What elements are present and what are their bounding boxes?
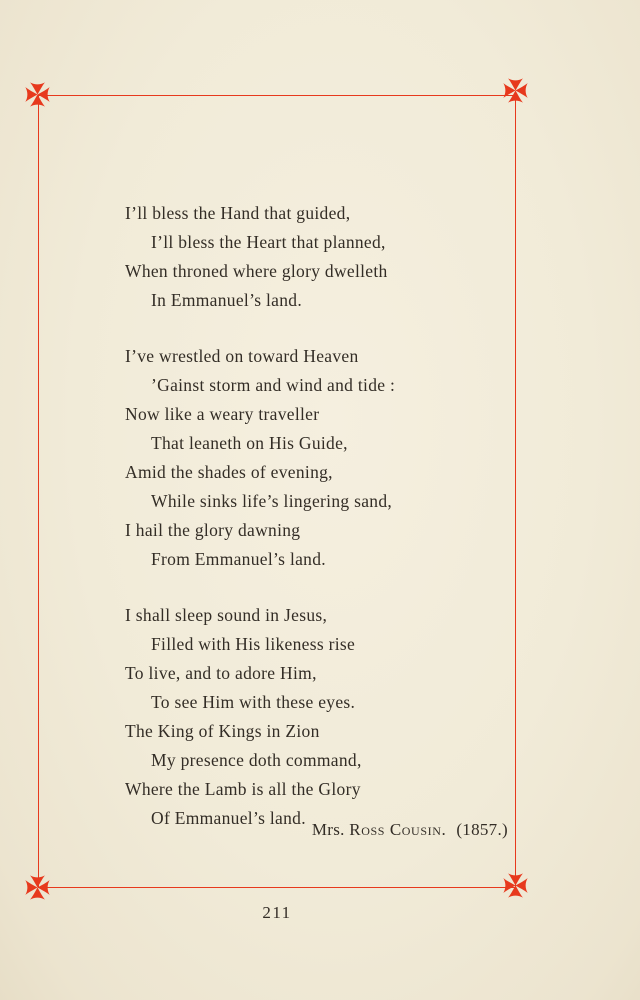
poem-line: Where the Lamb is all the Glory — [125, 779, 361, 799]
poem-line: I’ll bless the Hand that guided, — [125, 203, 351, 223]
poem-line: When throned where glory dwelleth — [125, 261, 388, 281]
stanza — [125, 199, 510, 315]
poem-line: From Emmanuel’s land. — [151, 549, 326, 569]
poem-line: Amid the shades of evening, — [125, 462, 333, 482]
poem-line: I’ll bless the Heart that planned, — [151, 232, 386, 252]
poem-line: While sinks life’s lingering sand, — [151, 491, 393, 511]
corner-cross-icon — [502, 872, 529, 899]
poem-line: Of Emmanuel’s land. — [151, 808, 306, 828]
poem-line: To see Him with these eyes. — [151, 692, 356, 712]
attribution-name: Ross Cousin. — [349, 820, 447, 839]
corner-cross-icon — [24, 874, 51, 901]
attribution-year: (1857.) — [456, 820, 508, 839]
poem-line: To live, and to adore Him, — [125, 663, 317, 683]
page-number: 211 — [262, 903, 292, 922]
poem-line: The King of Kings in Zion — [125, 721, 320, 741]
poem — [125, 199, 510, 860]
attribution-row — [125, 806, 510, 840]
poem-line: In Emmanuel’s land. — [151, 290, 303, 310]
attribution — [125, 820, 510, 840]
poem-line: ’Gainst storm and wind and tide : — [151, 375, 396, 395]
poem-line: I’ve wrestled on toward Heaven — [125, 346, 359, 366]
attribution-prefix: Mrs. — [311, 820, 350, 839]
poem-line: I hail the glory dawning — [125, 520, 301, 540]
corner-cross-icon — [24, 81, 51, 108]
poem-line: My presence doth command, — [151, 750, 362, 770]
poem-line: I shall sleep sound in Jesus, — [125, 605, 328, 625]
stanza — [125, 601, 510, 833]
corner-cross-icon — [502, 77, 529, 104]
stanza — [125, 342, 510, 574]
poem-line: Filled with His likeness rise — [151, 634, 356, 654]
poem-line: That leaneth on His Guide, — [151, 433, 348, 453]
poem-line: Now like a weary traveller — [125, 404, 320, 424]
